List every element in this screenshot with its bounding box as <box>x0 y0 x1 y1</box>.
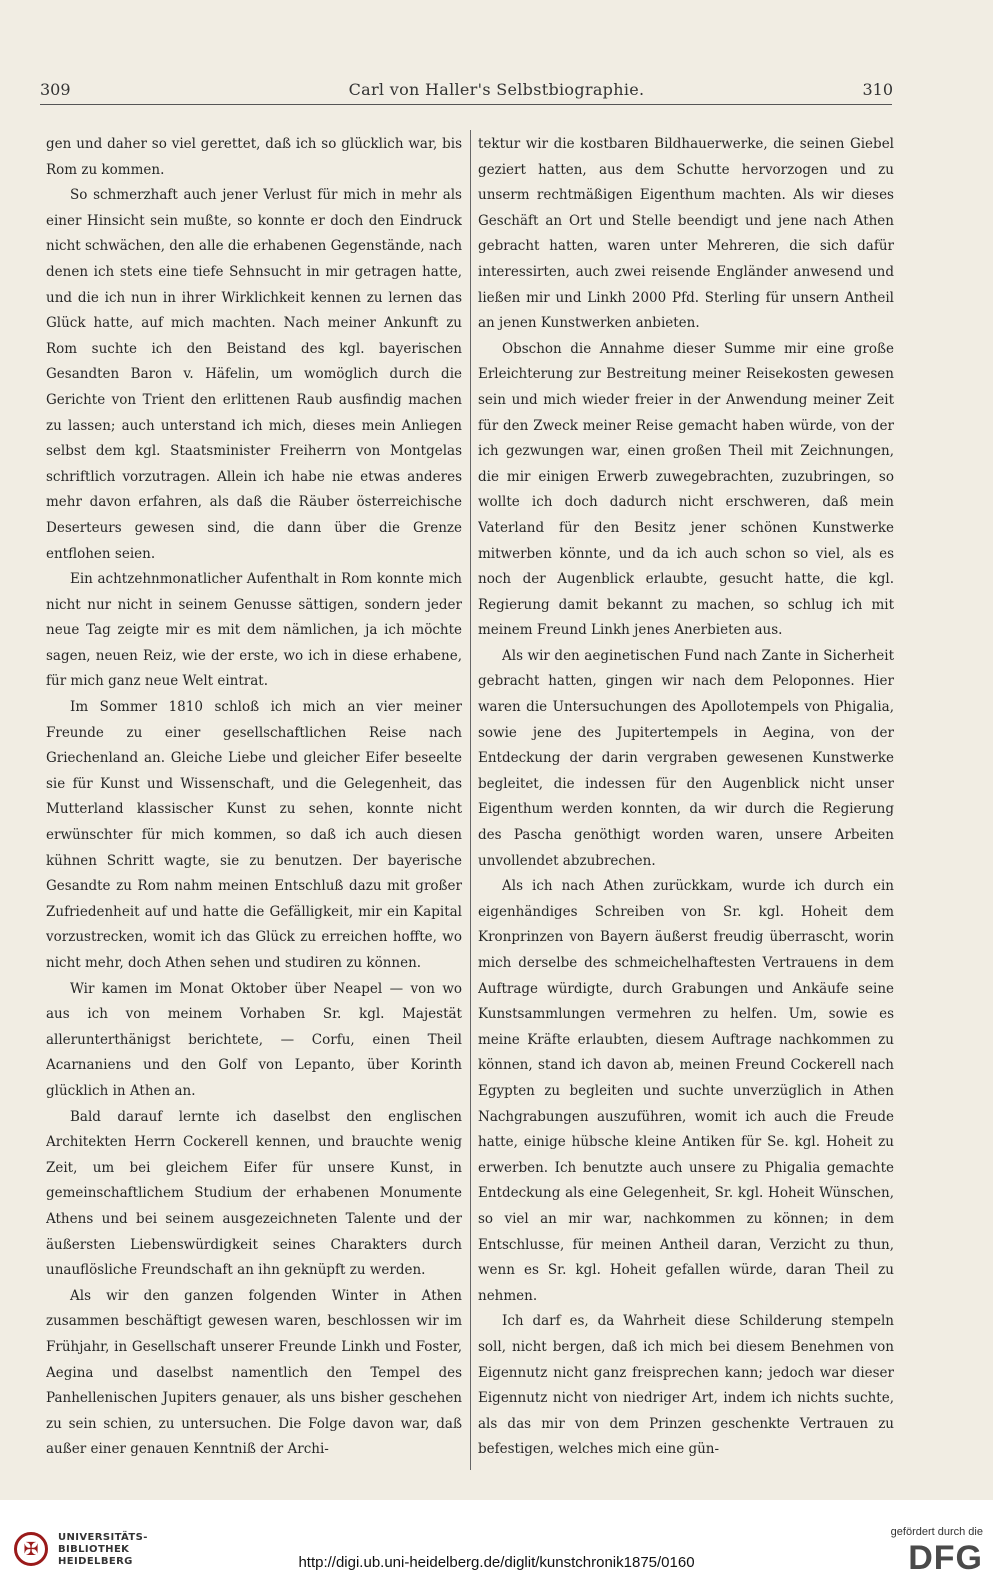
library-name-line: HEIDELBERG <box>58 1556 133 1567</box>
paragraph: Ein achtzehnmonatlicher Aufenthalt in Rom konnte mich nicht nur nicht in seinem Genusse sättigen, sondern jeder neue Tag zeigte mir es mit dem nämlichen, ja ich möchte sagen, neuen Reiz, wie der erste, wo ich in diese erhabene, für mich ganz neue Welt eintrat. <box>46 571 462 690</box>
university-seal-icon[interactable]: ✠ <box>14 1532 48 1566</box>
left-column <box>46 132 462 1470</box>
permalink-url[interactable]: http://digi.ub.uni-heidelberg.de/diglit/kunstchronik1875/0160 <box>298 1554 695 1571</box>
column-divider <box>470 130 471 1470</box>
header-rule <box>40 104 892 105</box>
paragraph: Als ich nach Athen zurückkam, wurde ich durch ein eigenhändiges Schreiben von Sr. kgl. Hoheit dem Kronprinzen von Bayern äußerst freudig überrascht, worin mich derselbe des schmeichelhaftesten Vertrauens in dem Auftrage würdigte, durch Grabungen und Ankäufe seine Kunstsammlungen vermehren zu helfen. Um, sowie es meine Kräfte erlaubten, diesem Auftrage nachkommen zu können, stand ich davon ab, meinen Freund Cockerell nach Egypten zu begleiten und suchte unverzüglich in Athen Nachgrabungen auszuführen, womit ich auch die Freude hatte, einige hübsche kleine Antiken für Se. kgl. Hoheit zu erwerben. Ich benutzte auch unsere zu Phigalia gemachte Entdeckung als eine Gelegenheit, Sr. kgl. Hoheit Wünschen, so viel an mir war, nachkommen zu können; in dem Entschlusse, für meinen Antheil daran, Verzicht zu thun, wenn es Sr. kgl. Hoheit gefallen würde, daran Theil zu nehmen. <box>478 878 894 1304</box>
running-title: Carl von Haller's Selbstbiographie. <box>348 80 645 99</box>
library-name-line: UNIVERSITÄTS- <box>58 1532 148 1543</box>
paragraph: Als wir den aeginetischen Fund nach Zante in Sicherheit gebracht hatten, gingen wir nach dem Peloponnes. Hier waren die Untersuchungen des Apollotempels von Phigalia, sowie jene des Jupitertempels in Aegina, von der Entdeckung der darin vergraben gewesenen Kunstwerke begleitet, die indessen für den Augenblick nicht unser Eigenthum werden konnten, da wir durch die Regierung des Pascha genöthigt worden waren, unsere Arbeiten unvollendet abzubrechen. <box>478 647 894 869</box>
paragraph: Ich darf es, da Wahrheit diese Schilderung stempeln soll, nicht bergen, daß ich mich bei diesem Benehmen von Eigennutz nicht ganz freisprechen kann; jedoch war dieser Eigennutz nicht von niedriger Art, indem ich nichts suchte, als das mir von dem Prinzen geschenkte Vertrauen zu befestigen, welches mich eine gün- <box>478 1313 894 1458</box>
page-number-left: 309 <box>40 80 71 99</box>
page-number-right: 310 <box>862 80 893 99</box>
right-column <box>478 132 894 1470</box>
library-name-line: BIBLIOTHEK <box>58 1544 130 1555</box>
dfg-logo: DFG <box>908 1539 983 1577</box>
paragraph: Als wir den ganzen folgenden Winter in Athen zusammen beschäftigt gewesen waren, beschlossen wir im Frühjahr, in Gesellschaft unserer Freunde Linkh und Foster, Aegina und daselbst namentlich den Tempel des Panhellenischen Jupiters genauer, als uns bisher geschehen zu sein schien, zu untersuchen. Die Folge davon war, daß außer einer genauen Kenntniß der Archi- <box>46 1287 462 1458</box>
paragraph: Obschon die Annahme dieser Summe mir eine große Erleichterung zur Bestreitung meiner Reisekosten gewesen sein und mich wieder freier in der Anwendung meiner Zeit für den Zweck meiner Reise gemacht haben würde, von der ich gezwungen war, einen großen Theil mit Zeichnungen, die mir einigen Erwerb zuwegebrachten, zuzubringen, so wollte ich doch dadurch nicht erschweren, daß mein Vaterland für den Besitz jener schönen Kunstwerke mitwerben könnte, und da ich auch schon so viel, als es noch der Augenblick erlaubte, gesucht hatte, die kgl. Regierung damit bekannt zu machen, so schlug ich mit meinem Freund Linkh jenes Anerbieten aus. <box>478 340 894 639</box>
paragraph: Bald darauf lernte ich daselbst den englischen Architekten Herrn Cockerell kennen, und brauchte wenig Zeit, um bei gleichem Eifer für unsere Kunst, in gemeinschaftlichem Studium der erhabenen Monumente Athens und bei seinem ausgezeichneten Talente und der äußersten Liebenswürdigkeit seines Charakters durch unauflösliche Freundschaft an ihn geknüpft zu werden. <box>46 1108 462 1279</box>
paragraph: tektur wir die kostbaren Bildhauerwerke, die seinen Giebel geziert hatten, aus dem Schutte hervorzogen und zu unserm rechtmäßigen Eigenthum machten. Als wir dieses Geschäft an Ort und Stelle beendigt und jene nach Athen gebracht hatten, waren unter Mehreren, die sich dafür interessirten, auch zwei reisende Engländer anwesend und ließen mir und Linkh 2000 Pfd. Sterling für unsern Antheil an jenen Kunstwerken anbieten. <box>478 136 894 332</box>
viewer-footer <box>0 1500 993 1596</box>
paragraph: gen und daher so viel gerettet, daß ich so glücklich war, bis Rom zu kommen. <box>46 136 462 178</box>
funded-by-label: gefördert durch die <box>890 1526 983 1538</box>
paragraph: So schmerzhaft auch jener Verlust für mich in mehr als einer Hinsicht sein mußte, so konnte er doch den Eindruck nicht schwächen, den alle die erhabenen Gegenstände, nach denen ich stets eine tiefe Sehnsucht in mir getragen hatte, und die ich nun in ihrer Wirklichkeit kennen zu lernen das Glück hatte, auf mich machten. Nach meiner Ankunft zu Rom suchte ich den Beistand des kgl. bayerischen Gesandten Baron v. Häfelin, um womöglich durch die Gerichte von Trient den erlittenen Raub ausfindig machen zu lassen; auch unterstand ich mich, dieses mein Anliegen selbst dem kgl. Staatsminister Freiherrn von Montgelas schriftlich vorzutragen. Allein ich habe nie etwas anderes mehr davon erfahren, als daß die Räuber österreichische Deserteurs gewesen sind, die dann über die Grenze entflohen seien. <box>46 187 462 562</box>
paragraph: Wir kamen im Monat Oktober über Neapel — von wo aus ich von meinem Vorhaben Sr. kgl. Majestät allerunterthänigst berichtete, — Corfu, einen Theil Acarnaniens und den Golf von Lepanto, über Korinth glücklich in Athen an. <box>46 980 462 1099</box>
funder-block[interactable] <box>891 1526 983 1578</box>
paragraph: Im Sommer 1810 schloß ich mich an vier meiner Freunde zu einer gesellschaftlichen Reise nach Griechenland an. Gleiche Liebe und gleicher Eifer beseelte sie für Kunst und Wissenschaft, und die Gelegenheit, das Mutterland klassischer Kunst zu sehen, konnte nicht erwünschter für mich kommen, so daß ich auch diesen kühnen Schritt wagte, sie zu benutzen. Der bayerische Gesandte zu Rom nahm meinen Entschluß dazu mit großer Zufriedenheit auf und hatte die Gefälligkeit, mir ein Kapital vorzustrecken, womit ich das Glück zu erreichen hoffte, wo nicht mehr, doch Athen sehen und studiren zu können. <box>46 699 462 971</box>
